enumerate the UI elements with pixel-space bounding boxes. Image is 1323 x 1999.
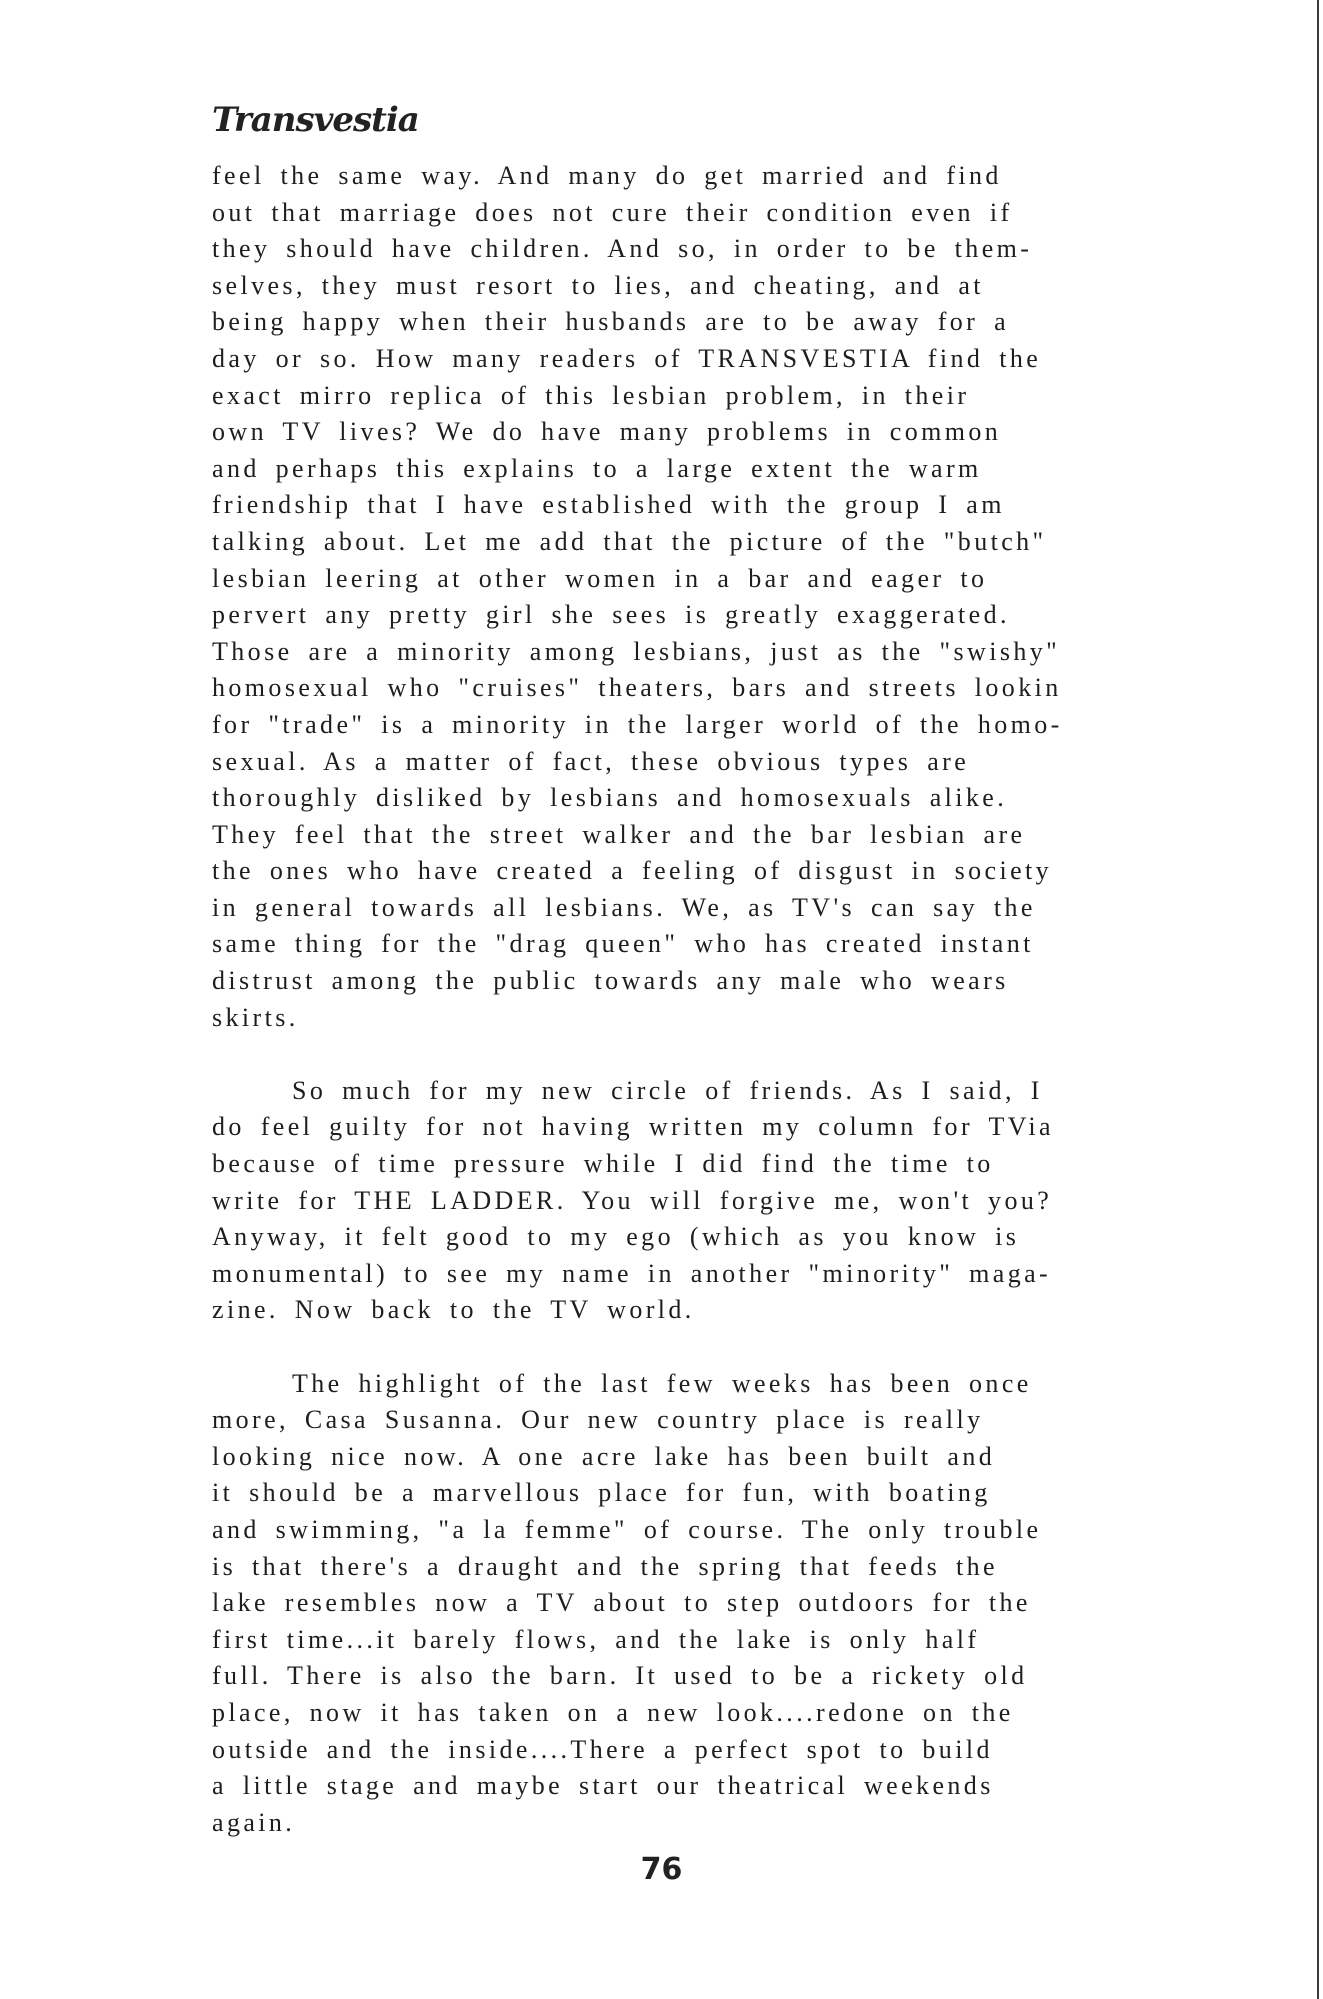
text-line: same thing for the "drag queen" who has created instant [212, 929, 1034, 959]
text-line: sexual. As a matter of fact, these obvious types are [212, 746, 970, 776]
text-line: the ones who have created a feeling of disgust in society [212, 856, 1053, 886]
text-line: and perhaps this explains to a large extent the warm [212, 453, 982, 483]
text-line: a little stage and maybe start our theatrical weekends [212, 1771, 994, 1801]
text-line: lake resembles now a TV about to step outdoors for the [212, 1588, 1031, 1618]
text-line: monumental) to see my name in another "minority" maga- [212, 1258, 1052, 1288]
text-line: is that there's a draught and the spring that feeds the [212, 1551, 998, 1581]
paragraph-gap [212, 1329, 1222, 1366]
text-line: exact mirro replica of this lesbian problem, in their [212, 380, 970, 410]
text-line: and swimming, "a la femme" of course. The only trouble [212, 1514, 1042, 1544]
text-line: homosexual who "cruises" theaters, bars and streets lookin [212, 673, 1062, 703]
text-line: looking nice now. A one acre lake has been built and [212, 1441, 996, 1471]
text-line: out that marriage does not cure their condition even if [212, 197, 1013, 227]
article-body [212, 158, 1222, 1841]
text-line: outside and the inside....There a perfect spot to build [212, 1734, 993, 1764]
text-line: do feel guilty for not having written my column for TVia [212, 1112, 1054, 1142]
text-line: The highlight of the last few weeks has been once [292, 1368, 1032, 1398]
text-line: being happy when their husbands are to be away for a [212, 307, 1010, 337]
text-line: skirts. [212, 1002, 299, 1032]
text-line: feel the same way. And many do get married and find [212, 161, 1002, 190]
text-line: write for THE LADDER. You will forgive me, won't you? [212, 1185, 1053, 1215]
text-line: full. There is also the barn. It used to be a rickety old [212, 1661, 1028, 1691]
text-line: it should be a marvellous place for fun, with boating [212, 1478, 991, 1508]
text-line: Those are a minority among lesbians, just as the "swishy" [212, 636, 1061, 666]
text-line: friendship that I have established with the group I am [212, 490, 1005, 520]
text-line: own TV lives? We do have many problems in common [212, 417, 1002, 447]
text-line: place, now it has taken on a new look....redone on the [212, 1697, 1014, 1727]
text-line: talking about. Let me add that the picture of the "butch" [212, 526, 1047, 556]
page-number: 76 [640, 1852, 683, 1887]
text-line: pervert any pretty girl she sees is greatly exaggerated. [212, 600, 1010, 630]
publication-title: Transvestia [212, 100, 419, 140]
text-line: day or so. How many readers of TRANSVESTIA find the [212, 343, 1042, 373]
text-line: more, Casa Susanna. Our new country place is really [212, 1405, 984, 1435]
text-line: thoroughly disliked by lesbians and homosexuals alike. [212, 783, 1008, 813]
text-line: again. [212, 1807, 296, 1837]
text-line: they should have children. And so, in order to be them- [212, 234, 1033, 264]
text-line: first time...it barely flows, and the lake is only half [212, 1624, 980, 1654]
text-line: They feel that the street walker and the bar lesbian are [212, 819, 1026, 849]
text-line: So much for my new circle of friends. As I said, I [292, 1075, 1043, 1105]
text-line: in general towards all lesbians. We, as TV's can say the [212, 892, 1036, 922]
text-line: because of time pressure while I did find the time to [212, 1149, 994, 1179]
text-line: zine. Now back to the TV world. [212, 1295, 695, 1325]
text-line: distrust among the public towards any male who wears [212, 966, 1009, 996]
paragraph-gap [212, 1036, 1222, 1073]
text-line: for "trade" is a minority in the larger world of the homo- [212, 709, 1063, 739]
text-line: selves, they must resort to lies, and cheating, and at [212, 270, 984, 300]
page-edge [1317, 0, 1319, 1999]
text-line: Anyway, it felt good to my ego (which as you know is [212, 1222, 1020, 1252]
text-line: lesbian leering at other women in a bar and eager to [212, 563, 988, 593]
